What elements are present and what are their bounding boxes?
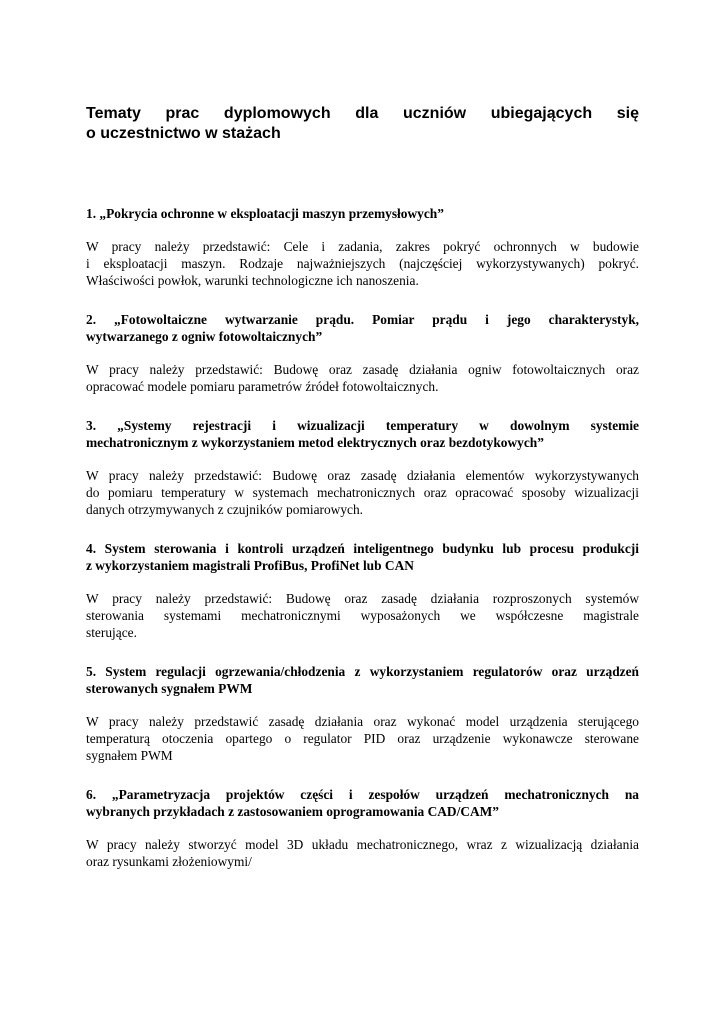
topic-heading xyxy=(86,663,639,697)
document-page xyxy=(86,104,639,892)
topic-heading xyxy=(86,417,639,451)
body-line: i eksploatacji maszyn. Rodzaje najważniejszych (najczęściej wykorzystywanych) pokryć. xyxy=(86,256,639,271)
topic-description xyxy=(86,836,639,870)
heading-line: wytwarzanego z ogniw fotowoltaicznych” xyxy=(86,329,323,344)
body-line: temperaturą otoczenia opartego o regulator PID oraz urządzenie wykonawcze sterowane xyxy=(86,731,639,746)
title-line: Tematy prac dyplomowych dla uczniów ubiegających się xyxy=(86,105,639,122)
topic-description xyxy=(86,713,639,764)
topic-1 xyxy=(86,205,639,289)
body-line: W pracy należy stworzyć model 3D układu mechatronicznego, wraz z wizualizacją działania xyxy=(86,837,639,852)
topic-description xyxy=(86,467,639,518)
body-line: oraz rysunkami złożeniowymi/ xyxy=(86,854,252,869)
heading-line: wybranych przykładach z zastosowaniem oprogramowania CAD/CAM” xyxy=(86,804,499,819)
body-line: do pomiaru temperatury w systemach mechatronicznych oraz opracować sposoby wizualizacji xyxy=(86,485,639,500)
heading-line: 6. „Parametryzacja projektów części i zespołów urządzeń mechatronicznych na xyxy=(86,787,639,802)
body-line: W pracy należy przedstawić: Budowę oraz zasadę działania elementów wykorzystywanych xyxy=(86,468,639,483)
body-line: sterowania systemami mechatronicznymi wyposażonych we współczesne magistrale xyxy=(86,608,639,623)
body-line: danych otrzymywanych z czujników pomiarowych. xyxy=(86,502,364,517)
heading-line: sterowanych sygnałem PWM xyxy=(86,681,253,696)
heading-line: mechatronicznym z wykorzystaniem metod elektrycznych oraz bezdotykowych” xyxy=(86,435,544,450)
heading-line: 1. „Pokrycia ochronne w eksploatacji maszyn przemysłowych” xyxy=(86,206,444,221)
topic-heading xyxy=(86,205,639,222)
topic-6 xyxy=(86,786,639,870)
body-line: W pracy należy przedstawić: Budowę oraz zasadę działania ogniw fotowoltaicznych oraz xyxy=(86,362,639,377)
topic-4 xyxy=(86,540,639,641)
heading-line: z wykorzystaniem magistrali ProfiBus, ProfiNet lub CAN xyxy=(86,558,414,573)
body-line: opracować modele pomiaru parametrów źródeł fotowoltaicznych. xyxy=(86,379,439,394)
topic-heading xyxy=(86,311,639,345)
title-line: o uczestnictwo w stażach xyxy=(86,125,281,142)
topic-description xyxy=(86,590,639,641)
document-title xyxy=(86,104,639,144)
heading-line: 4. System sterowania i kontroli urządzeń inteligentnego budynku lub procesu produkcji xyxy=(86,541,639,556)
body-line: sygnałem PWM xyxy=(86,748,173,763)
topic-5 xyxy=(86,663,639,764)
topic-description xyxy=(86,361,639,395)
heading-line: 5. System regulacji ogrzewania/chłodzenia z wykorzystaniem regulatorów oraz urządzeń xyxy=(86,664,639,679)
topic-2 xyxy=(86,311,639,395)
heading-line: 2. „Fotowoltaiczne wytwarzanie prądu. Pomiar prądu i jego charakterystyk, xyxy=(86,312,639,327)
topic-3 xyxy=(86,417,639,518)
topic-heading xyxy=(86,786,639,820)
body-line: Właściwości powłok, warunki technologiczne ich nanoszenia. xyxy=(86,273,419,288)
topic-heading xyxy=(86,540,639,574)
body-line: W pracy należy przedstawić: Cele i zadania, zakres pokryć ochronnych w budowie xyxy=(86,239,639,254)
body-line: sterujące. xyxy=(86,625,137,640)
body-line: W pracy należy przedstawić: Budowę oraz zasadę działania rozproszonych systemów xyxy=(86,591,639,606)
body-line: W pracy należy przedstawić zasadę działania oraz wykonać model urządzenia sterującego xyxy=(86,714,639,729)
topic-description xyxy=(86,238,639,289)
heading-line: 3. „Systemy rejestracji i wizualizacji temperatury w dowolnym systemie xyxy=(86,418,639,433)
